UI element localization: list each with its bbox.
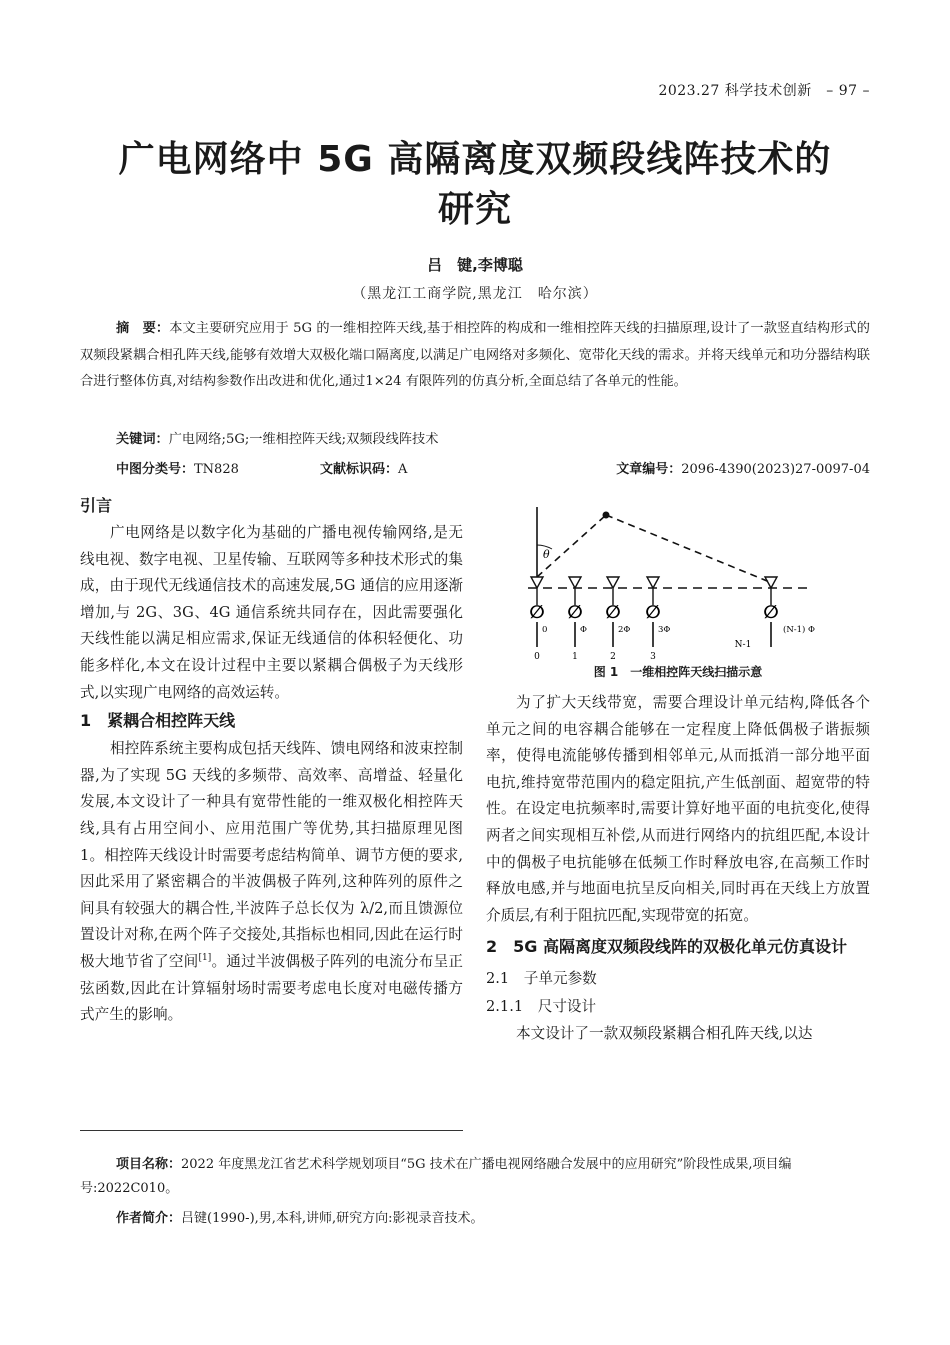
scan-beam-right xyxy=(606,515,772,583)
array-elements xyxy=(529,577,815,662)
author-label: 作者简介： xyxy=(116,1211,182,1226)
theta-label: θ xyxy=(543,548,550,561)
phase-label: Φ xyxy=(580,625,587,635)
title-line-2: 研究 xyxy=(437,189,512,230)
array-element xyxy=(645,577,670,662)
figure-1-caption: 图 1 一维相控阵天线扫描示意 xyxy=(593,665,763,679)
antenna-element-icon xyxy=(531,577,543,588)
beam-peak-dot xyxy=(603,512,610,519)
footnote-project xyxy=(80,1153,870,1201)
section-2-1-heading: 2.1 子单元参数 xyxy=(486,970,597,988)
element-index: 2 xyxy=(610,652,616,662)
section-2-heading: 2 5G 高隔离度双频段线阵的双极化单元仿真设计 xyxy=(486,937,847,957)
phase-shifter-icon: ∅ xyxy=(567,602,583,623)
element-index: 0 xyxy=(534,652,540,662)
array-element xyxy=(605,577,630,662)
footnotes xyxy=(80,1153,870,1231)
doc-code xyxy=(320,460,407,480)
paper-title xyxy=(80,135,870,235)
section-1-paragraph xyxy=(80,736,463,1029)
intro-paragraph: 广电网络是以数字化为基础的广播电视传输网络,是无线电视、数字电视、卫星传输、互联网等多种技术形式的集成，由于现代无线通信技术的高速发展,5G 通信的应用逐渐增加,与 2G、3G、4G 通信系统共同存在，因此需要强化天线性能以满足相应需求,保证无线通信的体积轻便化、功能多样化,本文在设计过程中主要以紧耦合偶极子为天线形式,以实现广电网络的高效运转。 xyxy=(80,524,463,701)
section-1-heading: 1 紧耦合相控阵天线 xyxy=(80,711,236,731)
project-text: 2022 年度黑龙江省艺术科学规划项目“5G 技术在广播电视网络融合发展中的应用研究”阶段性成果,项目编号:2022C010。 xyxy=(80,1157,792,1196)
running-header: 2023.27 科学技术创新 – 97 – xyxy=(658,83,870,99)
title-line-1: 广电网络中 5G 高隔离度双频段线阵技术的 xyxy=(118,139,832,180)
element-index: 3 xyxy=(650,652,656,662)
affiliation: （黑龙江工商学院,黑龙江 哈尔滨） xyxy=(352,286,598,302)
antenna-element-icon xyxy=(569,577,581,588)
right-column xyxy=(486,690,870,1048)
antenna-element-icon xyxy=(647,577,659,588)
antenna-element-icon xyxy=(607,577,619,588)
s1-text-a: 相控阵系统主要构成包括天线阵、馈电网络和波束控制器,为了实现 5G 天线的多频带、高效率、高增益、轻量化发展,本文设计了一种具有宽带性能的一维双极化相控阵天线,具有占用空间小、应用范围广等优势,其扫描原理见图 1。相控阵天线设计时需要考虑结构简单、调节方便的要求,因此采用了紧密耦合的半波偶极子阵列,这种阵列的原件之间具有较强大的耦合性,半波阵子总长仅为 λ/2,而且馈源位置设计对称,在两个阵子交接处,其指标也相同,因此在运行时极大地节省了空间 xyxy=(80,740,463,970)
phase-shifter-icon: ∅ xyxy=(529,602,545,623)
abstract xyxy=(80,316,870,396)
phase-label: 0 xyxy=(542,625,548,635)
array-element xyxy=(567,577,587,662)
array-element xyxy=(529,577,547,662)
intro-heading: 引言 xyxy=(80,496,113,515)
antenna-element-icon xyxy=(765,577,777,588)
keywords-text: 广电网络;5G;一维相控阵天线;双频段线阵技术 xyxy=(168,432,439,447)
abstract-label: 摘 要： xyxy=(116,321,170,336)
section-2-1-1-heading: 2.1.1 尺寸设计 xyxy=(486,998,597,1016)
authors: 吕 键,李博聪 xyxy=(427,256,523,274)
clc-label: 中图分类号： xyxy=(116,462,195,477)
right-paragraph-1: 为了扩大天线带宽，需要合理设计单元结构,降低各个单元之间的电容耦合能够在一定程度上降低偶极子谐振频率，使得电流能够传播到相邻单元,从而抵消一部分地平面电抗,维持宽带范围内的稳定阻抗,产生低剖面、超宽带的特性。在设定电抗频率时,需要计算好地平面的电抗变化,使得两者之间实现相互补偿,从而进行网络内的抗组匹配,本设计中的偶极子电抗能够在低频工作时释放电容,在高频工作时释放电感,并与地面电抗呈反向相关,同时再在天线上方放置介质层,有利于阻抗匹配,实现带宽的拓宽。 xyxy=(486,694,870,924)
clc-number xyxy=(116,460,239,480)
doc-value: A xyxy=(398,462,408,477)
section-2-1-1-paragraph: 本文设计了一款双频段紧耦合相孔阵天线,以达 xyxy=(516,1025,813,1043)
phase-label: 2Φ xyxy=(618,625,631,635)
element-index: N-1 xyxy=(734,640,752,650)
phase-shifter-icon: ∅ xyxy=(763,602,779,623)
phase-shifter-icon: ∅ xyxy=(605,602,621,623)
phase-shifter-icon: ∅ xyxy=(645,602,661,623)
keywords xyxy=(116,430,870,450)
footnote-author xyxy=(80,1207,870,1231)
project-label: 项目名称： xyxy=(116,1157,182,1172)
art-value: 2096-4390(2023)27-0097-04 xyxy=(681,462,870,477)
art-label: 文章编号： xyxy=(616,462,682,477)
element-index: 1 xyxy=(572,652,578,662)
citation-ref[interactable]: [1] xyxy=(198,953,212,964)
scan-beam-left xyxy=(537,515,606,577)
author-text: 吕键(1990-),男,本科,讲师,研究方向:影视录音技术。 xyxy=(181,1211,484,1226)
footnote-rule xyxy=(80,1130,463,1131)
s1-text-b: 。通过半波偶极子阵列的电流分布呈正弦函数,因此在计算辐射场时需要考虑电长度对电磁传播方式产生的影响。 xyxy=(80,952,463,1024)
phase-label: 3Φ xyxy=(658,625,671,635)
article-number xyxy=(616,460,870,480)
phase-label: (N-1) Φ xyxy=(783,625,816,635)
abstract-text: 本文主要研究应用于 5G 的一维相控阵天线,基于相控阵的构成和一维相控阵天线的扫描原理,设计了一款竖直结构形式的双频段紧耦合相孔阵天线,能够有效增大双极化端口隔离度,以满足广电网络对多频化、宽带化天线的需求。并将天线单元和功分器结构联合进行整体仿真,对结构参数作出改进和优化,通过1×24 有限阵列的仿真分析,全面总结了各单元的性能。 xyxy=(80,321,870,389)
clc-value: TN828 xyxy=(194,462,239,477)
doc-label: 文献标识码： xyxy=(320,462,399,477)
keywords-label: 关键词： xyxy=(116,432,169,447)
left-column xyxy=(80,492,463,1029)
figure-1-diagram xyxy=(520,505,840,665)
